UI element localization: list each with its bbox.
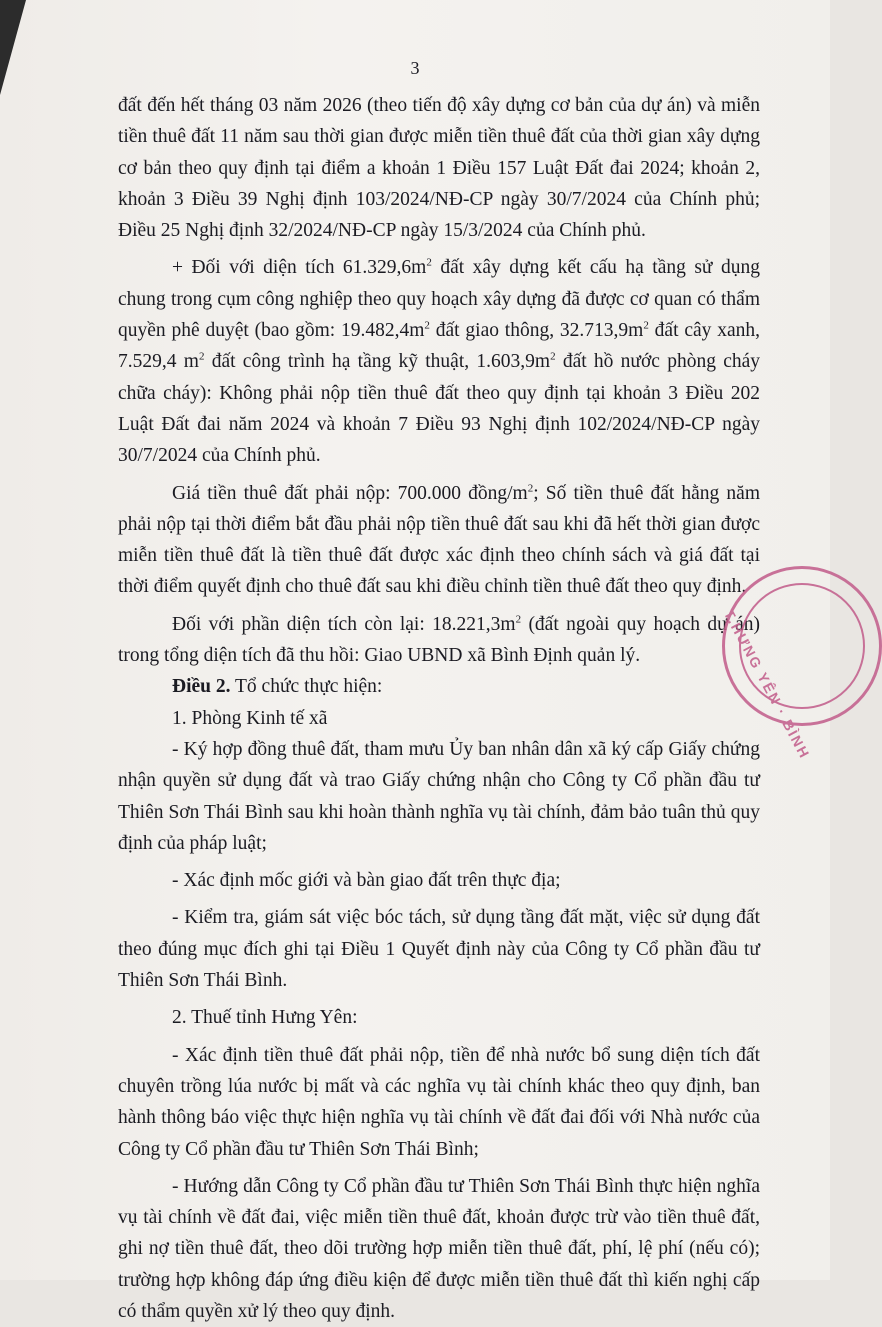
section-1-bullet-3: - Kiểm tra, giám sát việc bóc tách, sử dụng tầng đất mặt, việc sử dụng đất theo đúng mục đích ghi tại Điều 1 Quyết định này của Công ty Cổ phần đầu tư Thiên Sơn Thái Bình. bbox=[118, 907, 760, 992]
scan-corner-shadow bbox=[0, 0, 26, 95]
document-body bbox=[118, 90, 760, 1327]
section-2-bullet-1: - Xác định tiền thuê đất phải nộp, tiền để nhà nước bổ sung diện tích đất chuyên trồng lúa nước bị mất và các nghĩa vụ tài chính khác theo quy định, ban hành thông báo việc thực hiện nghĩa vụ tài chính về đất đai đối với Nhà nước của Công ty Cổ phần đầu tư Thiên Sơn Thái Bình; bbox=[118, 1044, 760, 1160]
stamp-text: T.HƯNG YÊN · BÌNH bbox=[720, 607, 814, 762]
section-1-heading: 1. Phòng Kinh tế xã bbox=[172, 707, 328, 729]
paragraph-land-rent-price: Giá tiền thuê đất phải nộp: 700.000 đồng/$m^2$; Số tiền thuê đất hằng năm phải nộp tại thời điểm bắt đầu phải nộp tiền thuê đất sau khi đã hết thời gian được miễn tiền thuê đất là tiền thuê đất được xác định theo chính sách và giá đất tại thời điểm quyết định cho thuê đất sau khi điều chỉnh tiền thuê đất theo quy định. bbox=[118, 482, 760, 598]
paragraph-shared-infrastructure: + Đối với diện tích $61.329,6m^2$ đất xây dựng kết cấu hạ tầng sử dụng chung trong cụm công nghiệp theo quy hoạch xây dựng đã được cơ quan có thẩm quyền phê duyệt (bao gồm: $19.482,4m^2$ đất giao thông, $32.713,9m^2$ đất cây xanh, 7.529,4 $m^2$ đất công trình hạ tầng kỹ thuật, $1.603,9m^2$ đất hồ nước phòng cháy chữa cháy): Không phải nộp tiền thuê đất theo quy định tại khoản 3 Điều 202 Luật Đất đai năm 2024 và khoản 7 Điều 93 Nghị định 102/2024/NĐ-CP ngày 30/7/2024 của Chính phủ. bbox=[118, 256, 761, 467]
stamp-inner-ring bbox=[739, 583, 865, 709]
section-1-bullet-2: - Xác định mốc giới và bàn giao đất trên thực địa; bbox=[172, 870, 561, 892]
article-2-heading: Điều 2. Tổ chức thực hiện: bbox=[172, 676, 383, 698]
paragraph-remaining-area: Đối với phần diện tích còn lại: $18.221,3m^2$ (đất ngoài quy hoạch dự án) trong tổng diện tích đã thu hồi: Giao UBND xã Bình Định quản lý. bbox=[118, 613, 760, 667]
section-2-heading: 2. Thuế tỉnh Hưng Yên: bbox=[172, 1007, 358, 1029]
section-1-bullet-1: - Ký hợp đồng thuê đất, tham mưu Ủy ban nhân dân xã ký cấp Giấy chứng nhận quyền sử dụng đất và trao Giấy chứng nhận cho Công ty Cổ phần đầu tư Thiên Sơn Thái Bình sau khi hoàn thành nghĩa vụ tài chính, đảm bảo tuân thủ quy định của pháp luật; bbox=[118, 738, 760, 854]
page-number: 3 bbox=[410, 58, 420, 78]
paragraph-exemption-period: đất đến hết tháng 03 năm 2026 (theo tiến độ xây dựng cơ bản của dự án) và miễn tiền thuê đất 11 năm sau thời gian được miễn tiền thuê đất của thời gian xây dựng cơ bản theo quy định tại điểm a khoản 1 Điều 157 Luật Đất đai 2024; khoản 2, khoản 3 Điều 39 Nghị định 103/2024/NĐ-CP ngày 30/7/2024 của Chính phủ; Điều 25 Nghị định 32/2024/NĐ-CP ngày 15/3/2024 của Chính phủ. bbox=[118, 95, 760, 242]
section-2-bullet-2: - Hướng dẫn Công ty Cổ phần đầu tư Thiên Sơn Thái Bình thực hiện nghĩa vụ tài chính về đất đai, việc miễn tiền thuê đất, khoản được trừ vào tiền thuê đất, ghi nợ tiền thuê đất, theo dõi trường hợp miễn tiền thuê đất, phí, lệ phí (nếu có); trường hợp không đáp ứng điều kiện để được miễn tiền thuê đất thì kiến nghị cấp có thẩm quyền xử lý theo quy định. bbox=[118, 1175, 760, 1322]
official-red-stamp bbox=[720, 566, 882, 762]
